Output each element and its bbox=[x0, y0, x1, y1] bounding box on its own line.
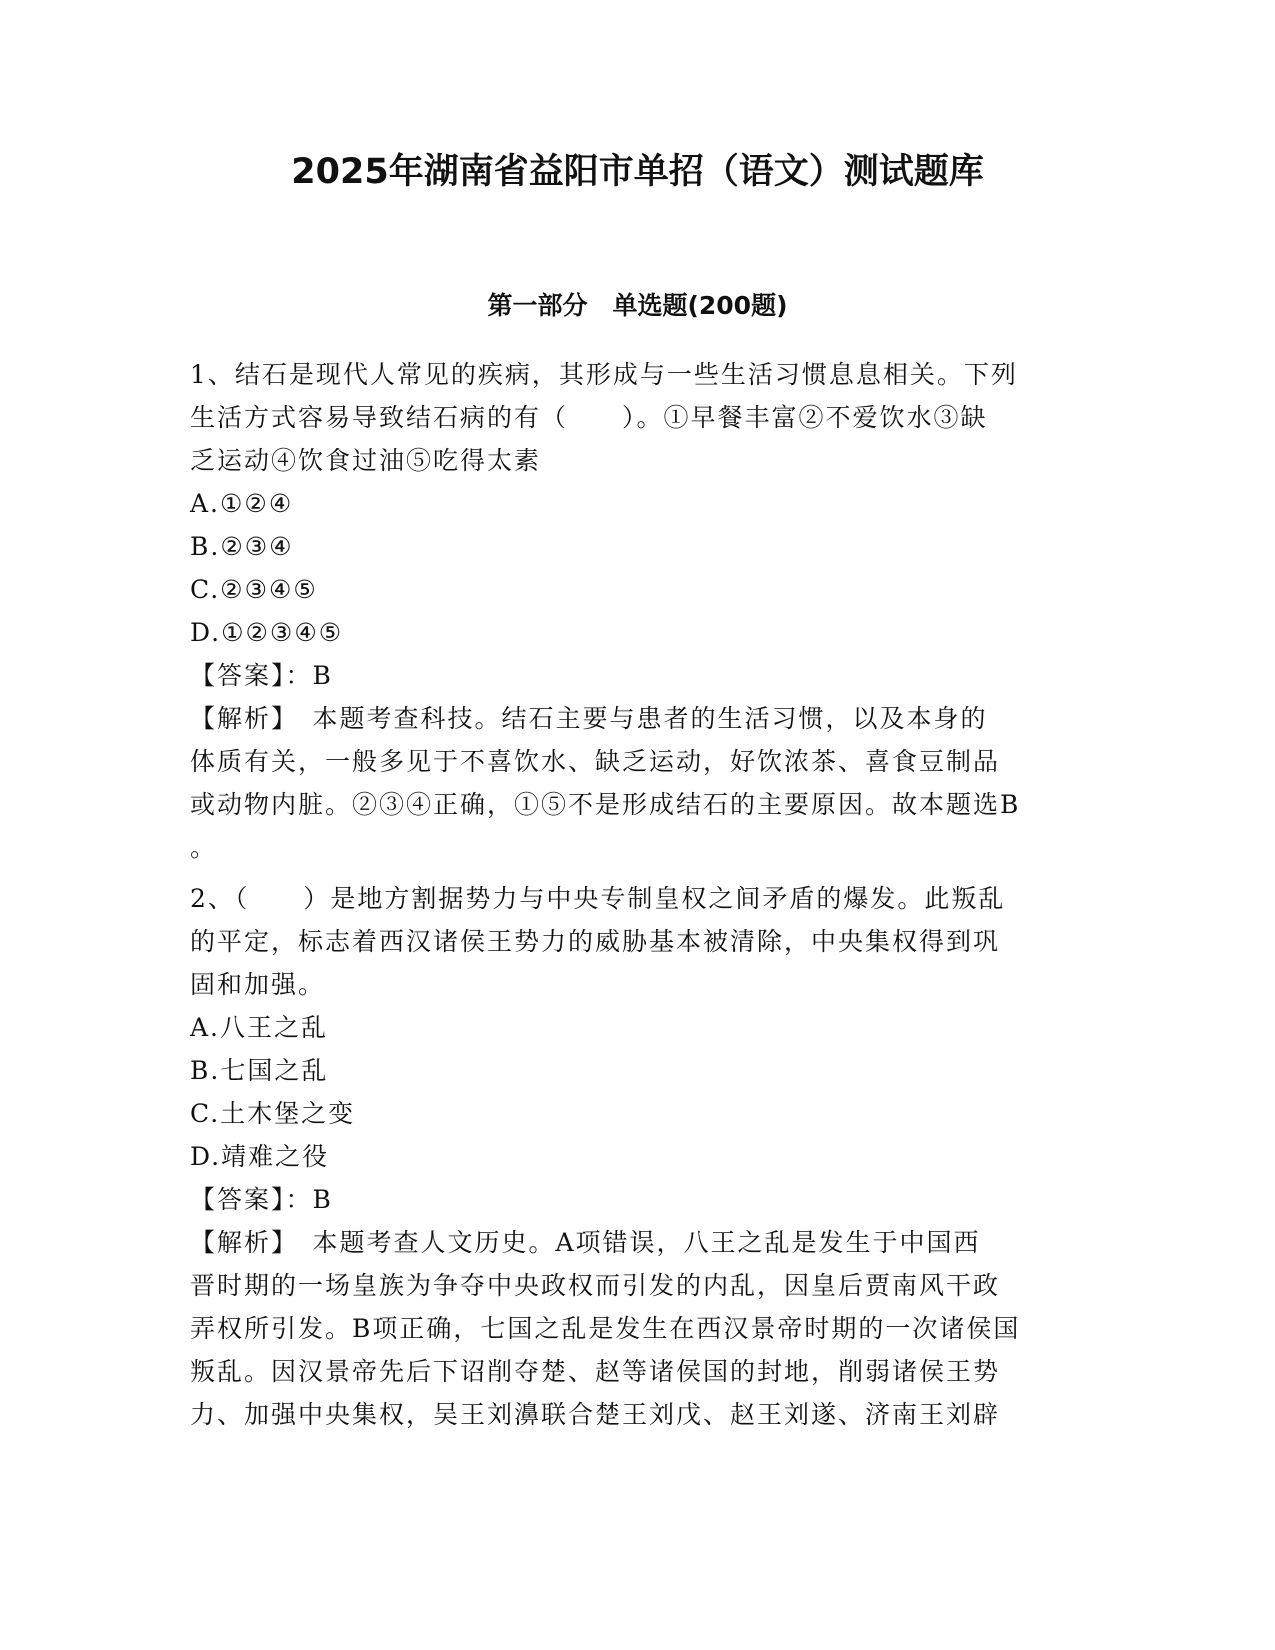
question-1 bbox=[190, 353, 1090, 869]
analysis-line: 体质有关，一般多见于不喜饮水、缺乏运动，好饮浓茶、喜食豆制品 bbox=[190, 747, 1001, 776]
analysis-line: 力、加强中央集权，吴王刘濞联合楚王刘戊、赵王刘遂、济南王刘辟 bbox=[190, 1400, 1001, 1429]
option-d: D.①②③④⑤ bbox=[190, 618, 344, 647]
analysis-line: 【解析】 本题考查科技。结石主要与患者的生活习惯，以及本身的 bbox=[190, 704, 988, 733]
analysis-line: 叛乱。因汉景帝先后下诏削夺楚、赵等诸侯国的封地，削弱诸侯王势 bbox=[190, 1357, 1001, 1386]
stem-line: 1、结石是现代人常见的疾病，其形成与一些生活习惯息息相关。下列 bbox=[190, 360, 1018, 389]
document-body bbox=[190, 353, 1090, 1444]
question-2 bbox=[190, 877, 1090, 1436]
stem-line: 乏运动④饮食过油⑤吃得太素 bbox=[190, 446, 542, 475]
analysis bbox=[190, 1221, 1090, 1436]
analysis-line: 弄权所引发。B项正确，七国之乱是发生在西汉景帝时期的一次诸侯国 bbox=[190, 1314, 1021, 1343]
option-a: A.①②④ bbox=[190, 489, 294, 518]
analysis-line: 晋时期的一场皇族为争夺中央政权而引发的内乱，因皇后贾南风干政 bbox=[190, 1271, 1001, 1300]
option-b: B.七国之乱 bbox=[190, 1056, 329, 1085]
analysis-line: 。 bbox=[190, 833, 218, 862]
option-c: C.土木堡之变 bbox=[190, 1099, 356, 1128]
document-title: 2025年湖南省益阳市单招（语文）测试题库 bbox=[291, 152, 984, 192]
stem-line: 固和加强。 bbox=[190, 970, 326, 999]
option-c: C.②③④⑤ bbox=[190, 575, 318, 604]
analysis-line: 【解析】 本题考查人文历史。A项错误，八王之乱是发生于中国西 bbox=[190, 1228, 981, 1257]
question-stem bbox=[190, 353, 1090, 482]
answer: 【答案】：B bbox=[190, 1185, 333, 1214]
stem-line: 生活方式容易导致结石病的有（ ）。①早餐丰富②不爱饮水③缺 bbox=[190, 403, 988, 432]
section-title: 第一部分 单选题(200题) bbox=[487, 291, 788, 320]
analysis bbox=[190, 697, 1090, 869]
answer: 【答案】：B bbox=[190, 661, 333, 690]
analysis-line: 或动物内脏。②③④正确，①⑤不是形成结石的主要原因。故本题选B bbox=[190, 790, 1021, 819]
question-stem bbox=[190, 877, 1090, 1006]
stem-line: 的平定，标志着西汉诸侯王势力的威胁基本被清除，中央集权得到巩 bbox=[190, 927, 1001, 956]
option-d: D.靖难之役 bbox=[190, 1142, 330, 1171]
option-a: A.八王之乱 bbox=[190, 1013, 329, 1042]
option-b: B.②③④ bbox=[190, 532, 294, 561]
stem-line: 2、（ ）是地方割据势力与中央专制皇权之间矛盾的爆发。此叛乱 bbox=[190, 884, 1006, 913]
